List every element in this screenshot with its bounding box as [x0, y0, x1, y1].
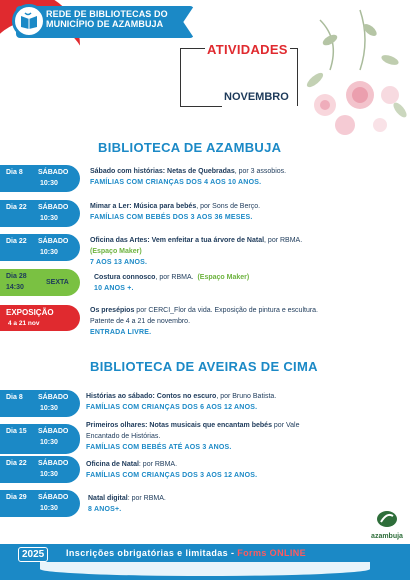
forms-online-link[interactable]: Forms ONLINE: [237, 548, 307, 558]
section-title-aveiras: BIBLIOTECA DE AVEIRAS DE CIMA: [90, 359, 318, 374]
event-organizer: , por 3 assobios.: [234, 168, 287, 175]
event-time: 10:30: [40, 471, 58, 478]
event-day: Dia 28: [6, 273, 27, 280]
municipality-name: azambuja: [371, 533, 403, 540]
event-description: [88, 493, 403, 515]
event-description: [90, 201, 400, 223]
event-weekday: SÁBADO: [38, 169, 69, 176]
event-description: [90, 166, 400, 188]
event-weekday: SÁBADO: [38, 204, 69, 211]
year-badge: 2025: [18, 547, 48, 562]
event-organizer: , por RBMA.: [155, 274, 194, 281]
event-description: [86, 459, 401, 481]
event-weekday: SÁBADO: [38, 428, 69, 435]
event-description: [94, 272, 400, 294]
event-weekday: SÁBADO: [38, 494, 69, 501]
event-date-badge: [0, 490, 80, 517]
event-time: 10:30: [40, 180, 58, 187]
event-date-badge: [0, 234, 80, 261]
event-date-badge: [0, 390, 80, 417]
library-logo-icon: [12, 4, 46, 38]
event-description: [90, 305, 405, 338]
activities-heading: ATIVIDADES: [207, 42, 288, 57]
registration-text: Inscrições obrigatórias e limitadas -: [66, 548, 238, 558]
event-date-badge: [0, 200, 80, 227]
event-time: 10:30: [40, 439, 58, 446]
event-tag: (Espaço Maker): [197, 274, 250, 281]
event-day: Dia 29: [6, 494, 27, 501]
event-audience: 8 ANOS+.: [88, 506, 122, 513]
event-organizer: , por Bruno Batista.: [216, 393, 277, 400]
event-day: Dia 22: [6, 238, 27, 245]
event-tag: (Espaço Maker): [90, 248, 142, 255]
exhibition-label: EXPOSIÇÃO: [6, 308, 54, 317]
event-title: Sábado com histórias: Netas de Quebradas: [90, 168, 235, 175]
exhibition-dates: 4 a 21 nov: [8, 320, 40, 327]
event-organizer-line2: Encantado de Histórias.: [86, 433, 161, 440]
event-day: Dia 15: [6, 428, 27, 435]
municipality-logo-icon: [376, 510, 398, 528]
event-date-badge: [0, 165, 80, 192]
event-time: 10:30: [40, 249, 58, 256]
event-time: 10:30: [40, 505, 58, 512]
event-audience: ENTRADA LIVRE.: [90, 329, 152, 336]
event-description: [90, 235, 400, 268]
municipality-logo: [368, 510, 406, 540]
exhibition-badge: [0, 305, 80, 331]
registration-notice: [66, 548, 306, 558]
event-title: Oficina de Natal: [86, 461, 139, 468]
event-period: Patente de 4 a 21 de novembro.: [90, 318, 191, 325]
network-title-line2: MUNICÍPIO DE AZAMBUJA: [46, 19, 164, 29]
network-title-line1: REDE DE BIBLIOTECAS DO: [46, 9, 168, 19]
event-title: Oficina das Artes: Vem enfeitar a tua árvore de Natal: [90, 237, 265, 244]
network-title: [46, 9, 186, 29]
event-day: Dia 22: [6, 204, 27, 211]
event-description: [86, 420, 404, 453]
event-date-badge: [0, 269, 80, 296]
event-weekday: SÁBADO: [38, 238, 69, 245]
event-title: Os presépios: [90, 307, 135, 314]
footer-wave: [0, 562, 410, 580]
event-organizer: por CERCI_Flor da vida. Exposição de pintura e escultura.: [134, 307, 319, 314]
event-audience: FAMÍLIAS COM BEBÉS ATÉ AOS 3 ANOS.: [86, 444, 232, 451]
event-organizer: por Vale: [271, 422, 300, 429]
event-time: 10:30: [40, 215, 58, 222]
floral-decoration-icon: [300, 0, 410, 150]
event-date-badge: [0, 424, 80, 454]
event-weekday: SEXTA: [46, 279, 69, 286]
event-audience: FAMÍLIAS COM CRIANÇAS DOS 4 AOS 10 ANOS.: [90, 179, 262, 186]
event-title: Costura connosco: [94, 274, 156, 281]
section-title-azambuja: BIBLIOTECA DE AZAMBUJA: [98, 140, 282, 155]
event-time: 14:30: [6, 284, 24, 291]
event-title: Mimar a Ler: Música para bebés: [90, 203, 197, 210]
event-day: Dia 8: [6, 394, 23, 401]
event-audience: FAMÍLIAS COM CRIANÇAS DOS 3 AOS 12 ANOS.: [86, 472, 258, 479]
event-weekday: SÁBADO: [38, 460, 69, 467]
event-title: Primeiros olhares: Notas musicais que encantam bebés: [86, 422, 272, 429]
event-organizer: : por RBMA.: [138, 461, 178, 468]
event-day: Dia 22: [6, 460, 27, 467]
event-organizer: : por RBMA.: [127, 495, 166, 502]
event-day: Dia 8: [6, 169, 23, 176]
event-date-badge: [0, 456, 80, 483]
event-audience: 7 AOS 13 ANOS.: [90, 259, 148, 266]
event-title: Natal digital: [88, 495, 128, 502]
event-title: Histórias ao sábado: Contos no escuro: [86, 393, 217, 400]
month-heading: NOVEMBRO: [224, 91, 289, 103]
event-organizer: , por RBMA.: [264, 237, 303, 244]
event-organizer: , por Sons de Berço.: [196, 203, 261, 210]
event-description: [86, 391, 401, 413]
event-weekday: SÁBADO: [38, 394, 69, 401]
event-audience: FAMÍLIAS COM BEBÉS DOS 3 AOS 36 MESES.: [90, 214, 253, 221]
event-audience: FAMÍLIAS COM CRIANÇAS DOS 6 AOS 12 ANOS.: [86, 404, 258, 411]
event-time: 10:30: [40, 405, 58, 412]
event-audience: 10 ANOS +.: [94, 285, 134, 292]
